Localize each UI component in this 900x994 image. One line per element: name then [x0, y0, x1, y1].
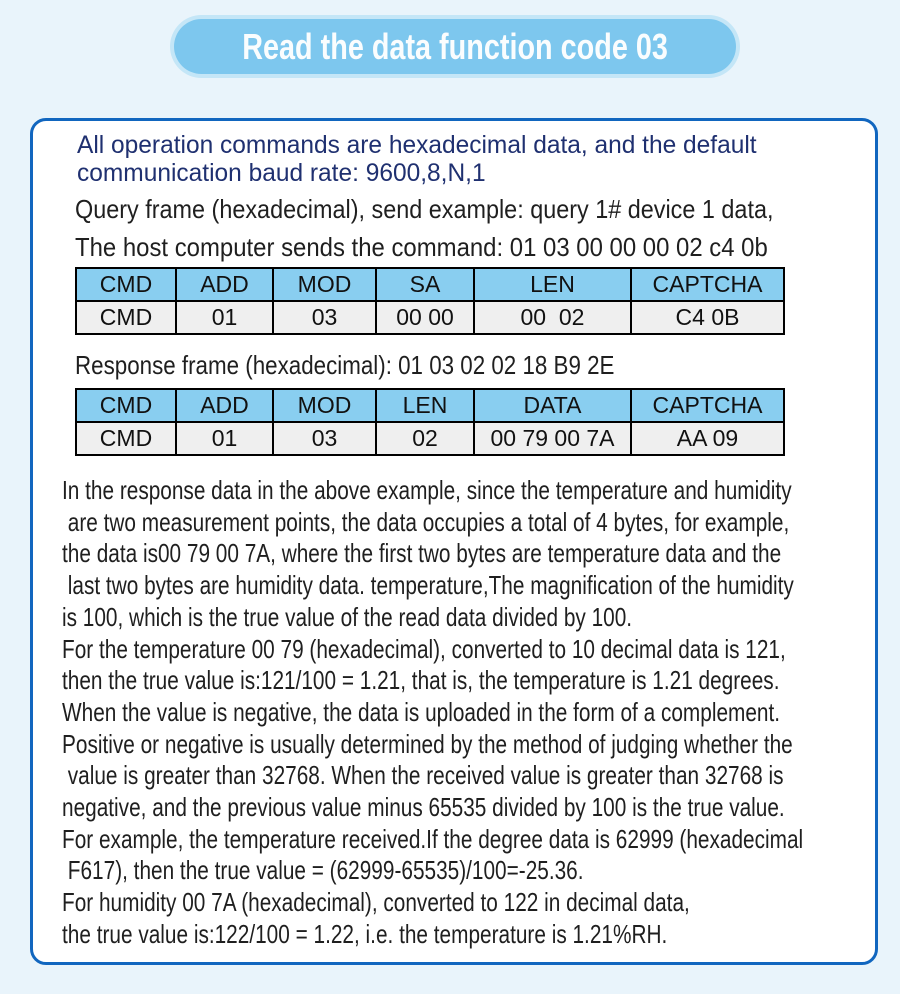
body-text-line: then the true value is:121/100 = 1.21, that is, the temperature is 1.21 degrees.: [62, 665, 780, 696]
query-table-header-cell: MOD: [273, 268, 376, 301]
explanation-text: [62, 475, 900, 951]
query-frame-table: [75, 267, 785, 335]
body-text-line: the true value is:122/100 = 1.22, i.e. the temperature is 1.21%RH.: [62, 918, 668, 949]
query-frame-line: Query frame (hexadecimal), send example: query 1# device 1 data,: [75, 194, 774, 224]
response-table-cell: 03: [273, 422, 376, 455]
response-table-data-row: [76, 422, 784, 455]
body-text-line: F617), then the true value = (62999-65535)/100=-25.36.: [62, 855, 584, 886]
response-table-header-cell: LEN: [376, 389, 474, 422]
body-text-line: negative, and the previous value minus 65535 divided by 100 is the true value.: [62, 792, 785, 823]
content-card: [30, 118, 878, 965]
response-table-header-cell: CMD: [76, 389, 176, 422]
response-table-header-cell: DATA: [474, 389, 631, 422]
body-text-line: last two bytes are humidity data. temperature,The magnification of the humidity: [62, 570, 794, 601]
body-text-line: For humidity 00 7A (hexadecimal), converted to 122 in decimal data,: [62, 887, 690, 918]
body-text-line: For example, the temperature received.If the degree data is 62999 (hexadecimal: [62, 823, 804, 854]
query-table-header-cell: LEN: [474, 268, 631, 301]
query-table-cell: 01: [176, 301, 273, 334]
response-table-header-row: [76, 389, 784, 422]
intro-line: All operation commands are hexadecimal data, and the default: [77, 131, 757, 159]
intro-line: communication baud rate: 9600,8,N,1: [77, 159, 486, 187]
query-table-header-cell: CMD: [76, 268, 176, 301]
body-text-line: are two measurement points, the data occupies a total of 4 bytes, for example,: [62, 506, 790, 537]
body-text-line: For the temperature 00 79 (hexadecimal), converted to 10 decimal data is 121,: [62, 633, 786, 664]
response-table-cell: AA 09: [631, 422, 784, 455]
body-text-line: In the response data in the above example, since the temperature and humidity: [62, 475, 792, 505]
response-table-header-cell: CAPTCHA: [631, 389, 784, 422]
title-banner: [170, 15, 740, 78]
body-text-line: is 100, which is the true value of the read data divided by 100.: [62, 601, 633, 632]
query-table-cell: CMD: [76, 301, 176, 334]
intro-paragraph: [77, 131, 770, 187]
response-table-cell: 02: [376, 422, 474, 455]
query-table-cell: 03: [273, 301, 376, 334]
response-table-cell: 01: [176, 422, 273, 455]
response-table-header-cell: MOD: [273, 389, 376, 422]
body-text-line: the data is00 79 00 7A, where the first two bytes are temperature data and the: [62, 538, 782, 569]
query-table-data-row: [76, 301, 784, 334]
response-table-header-cell: ADD: [176, 389, 273, 422]
body-text-line: value is greater than 32768. When the received value is greater than 32768 is: [62, 760, 784, 791]
response-frame-line: Response frame (hexadecimal): 01 03 02 02 18 B9 2E: [75, 350, 615, 380]
body-text-line: When the value is negative, the data is uploaded in the form of a complement.: [62, 696, 781, 727]
query-table-cell: 00 02: [474, 301, 631, 334]
page-title: Read the data function code 03: [242, 25, 668, 67]
response-table-cell: CMD: [76, 422, 176, 455]
query-table-header-cell: SA: [376, 268, 474, 301]
query-table-cell: C4 0B: [631, 301, 784, 334]
body-text-line: Positive or negative is usually determined by the method of judging whether the: [62, 728, 793, 759]
query-table-header-cell: CAPTCHA: [631, 268, 784, 301]
query-table-header-cell: ADD: [176, 268, 273, 301]
response-frame-table: [75, 388, 785, 456]
query-table-cell: 00 00: [376, 301, 474, 334]
response-table-cell: 00 79 00 7A: [474, 422, 631, 455]
host-command-line: The host computer sends the command: 01 03 00 00 00 02 c4 0b: [75, 232, 768, 262]
query-table-header-row: [76, 268, 784, 301]
